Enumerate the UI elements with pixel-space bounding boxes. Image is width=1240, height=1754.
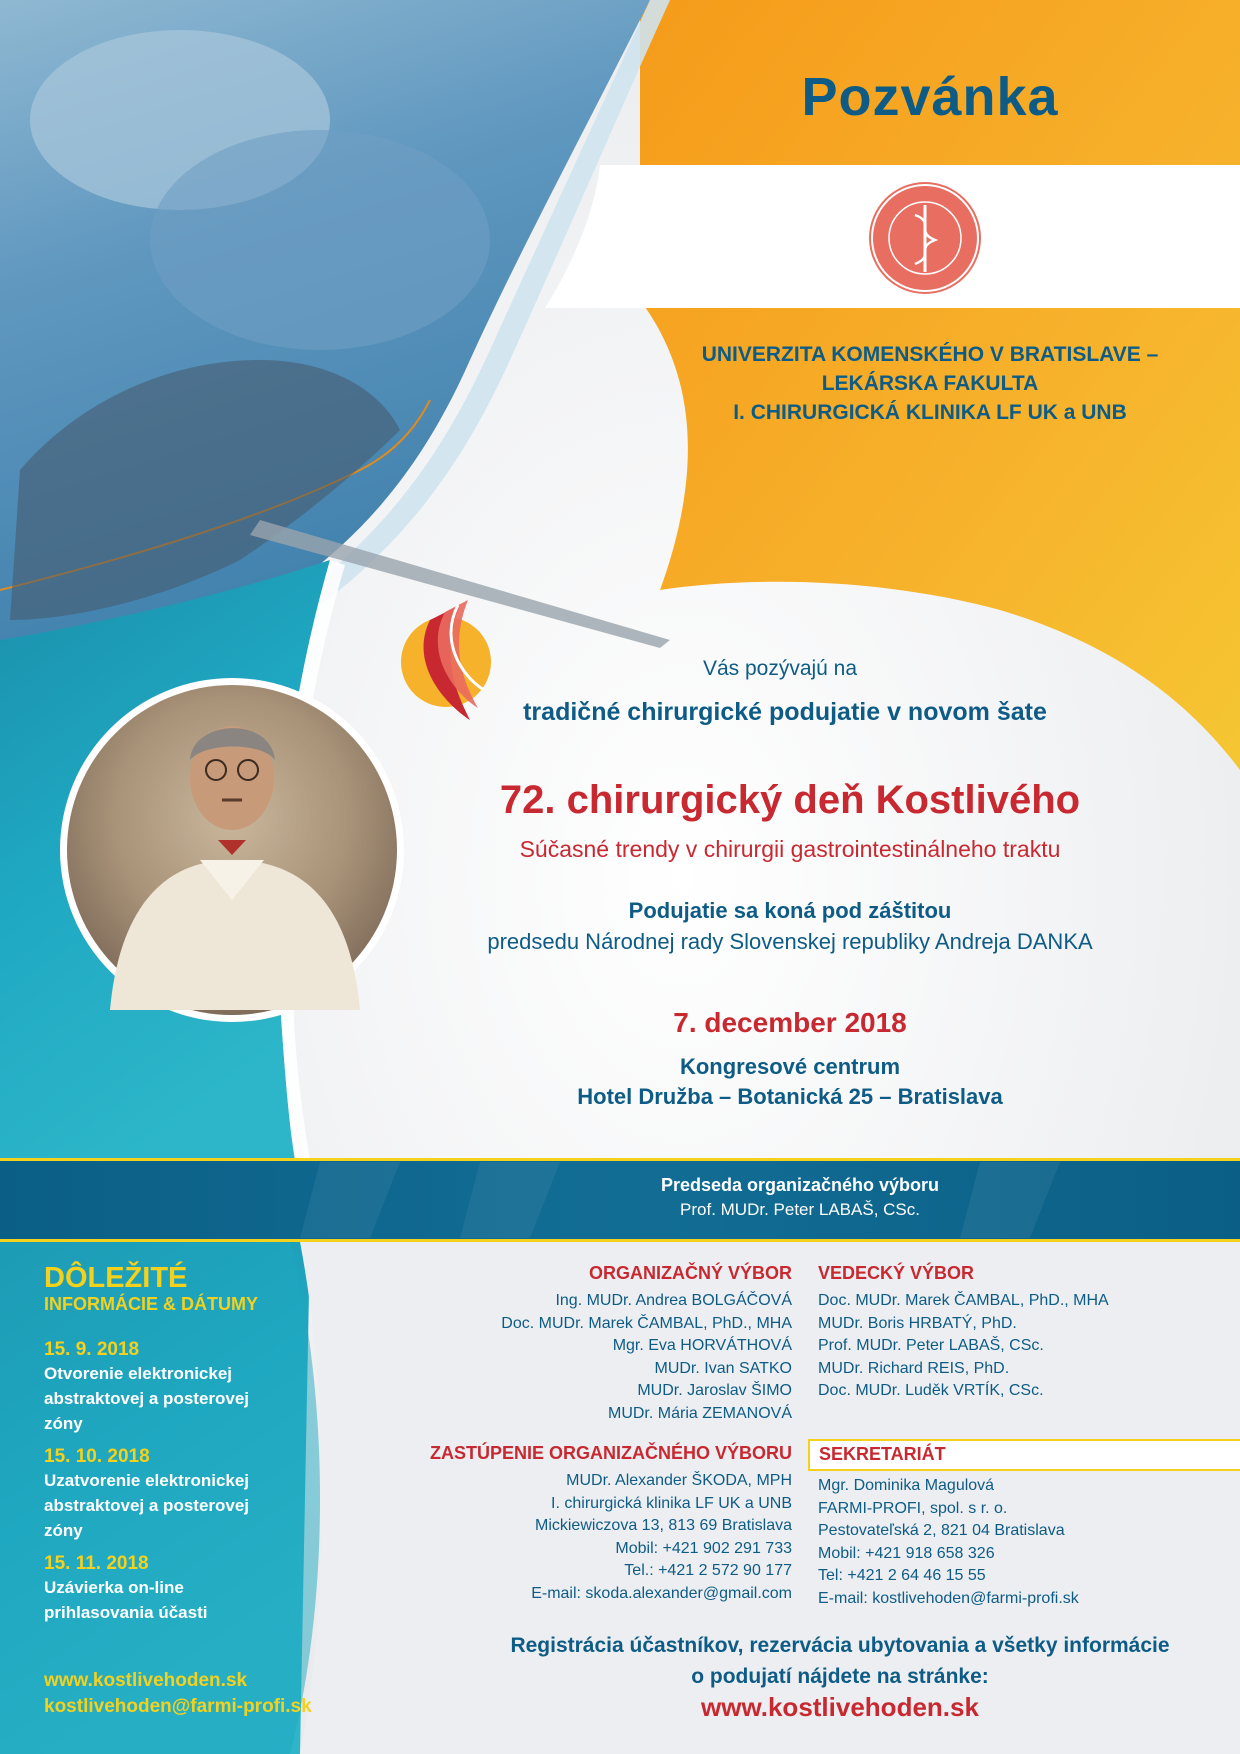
university-line-3: I. CHIRURGICKÁ KLINIKA LF UK a UNB xyxy=(733,401,1127,424)
deadline-date: 15. 9. 2018 xyxy=(44,1339,140,1360)
scientific-heading: VEDECKÝ VÝBOR xyxy=(818,1263,975,1283)
committee-chair xyxy=(580,1175,1020,1220)
member-name: MUDr. Boris HRBATÝ, PhD. xyxy=(818,1314,1017,1332)
venue-line-2: Hotel Družba – Botanická 25 – Bratislava xyxy=(577,1084,1003,1109)
contact-line: Mobil: +421 902 291 733 xyxy=(615,1539,792,1557)
member-name: MUDr. Mária ZEMANOVÁ xyxy=(607,1404,792,1422)
venue-line-1: Kongresové centrum xyxy=(679,1054,901,1079)
organizing-representation xyxy=(272,1443,792,1605)
university-line-1: UNIVERZITA KOMENSKÉHO V BRATISLAVE – xyxy=(701,343,1159,366)
registration-line-2: o podujatí nájdete na stránke: xyxy=(691,1665,989,1688)
deadline-desc-line: Otvorenie elektronickej xyxy=(44,1364,233,1383)
patronage-name: predsedu Národnej rady Slovenskej republiky Andreja DANKA xyxy=(487,929,1093,954)
contact-line: Mgr. Dominika Magulová xyxy=(818,1477,995,1494)
contact-line: Tel: +421 2 64 46 15 55 xyxy=(818,1567,986,1584)
organizing-committee xyxy=(272,1263,792,1425)
page-title: Pozvánka xyxy=(801,67,1059,127)
member-name: MUDr. Jaroslav ŠIMO xyxy=(637,1382,792,1399)
deadline-desc-line: zóny xyxy=(44,1414,83,1433)
contact-line: Mobil: +421 918 658 326 xyxy=(818,1544,995,1562)
invitation-line-1: Vás pozývajú na xyxy=(702,657,858,680)
contact-line: Tel.: +421 2 572 90 177 xyxy=(624,1562,792,1579)
member-name: Ing. MUDr. Andrea BOLGÁČOVÁ xyxy=(555,1292,792,1309)
chair-label: Predseda organizačného výboru xyxy=(660,1175,940,1195)
contact-email[interactable]: E-mail: kostlivehoden@farmi-profi.sk xyxy=(818,1589,1079,1607)
contact-line: MUDr. Alexander ŠKODA, MPH xyxy=(566,1472,792,1489)
important-heading: DÔLEŽITÉ xyxy=(44,1262,188,1294)
member-name: MUDr. Richard REIS, PhD. xyxy=(818,1359,1010,1377)
chair-name: Prof. MUDr. Peter LABAŠ, CSc. xyxy=(680,1200,920,1219)
contact-line: I. chirurgická klinika LF UK a UNB xyxy=(551,1494,792,1512)
registration-info xyxy=(470,1630,1210,1692)
contact-email[interactable]: E-mail: skoda.alexander@gmail.com xyxy=(531,1584,792,1602)
event-subtitle: Súčasné trendy v chirurgii gastrointestinálneho traktu xyxy=(519,836,1061,862)
university-header xyxy=(610,340,1240,427)
secretariat xyxy=(818,1475,1238,1610)
contact-line: FARMI-PROFI, spol. s r. o. xyxy=(818,1499,1008,1517)
member-name: Doc. MUDr. Marek ČAMBAL, PhD., MHA xyxy=(818,1292,1109,1309)
representation-heading: ZASTÚPENIE ORGANIZAČNÉHO VÝBORU xyxy=(429,1443,792,1463)
deadline-desc-line: zóny xyxy=(44,1521,83,1540)
secretariat-heading: SEKRETARIÁT xyxy=(819,1444,946,1464)
member-name: MUDr. Ivan SATKO xyxy=(654,1359,792,1377)
email-link[interactable]: kostlivehoden@farmi-profi.sk xyxy=(44,1696,312,1717)
registration-url[interactable]: www.kostlivehoden.sk xyxy=(701,1692,979,1722)
invitation-line-2: tradičné chirurgické podujatie v novom šate xyxy=(523,698,1047,726)
organizing-heading: ORGANIZAČNÝ VÝBOR xyxy=(588,1263,792,1283)
contact-line: Mickiewiczova 13, 813 69 Bratislava xyxy=(534,1517,792,1534)
university-line-2: LEKÁRSKA FAKULTA xyxy=(821,372,1039,395)
deadline-desc-line: Uzávierka on-line xyxy=(44,1578,184,1597)
deadline-desc-line: Uzatvorenie elektronickej xyxy=(44,1471,250,1490)
member-name: Prof. MUDr. Peter LABAŠ, CSc. xyxy=(818,1337,1044,1354)
important-subheading: INFORMÁCIE & DÁTUMY xyxy=(44,1294,258,1314)
deadline-date: 15. 10. 2018 xyxy=(44,1446,150,1467)
contact-links xyxy=(44,1668,312,1720)
deadline-date: 15. 11. 2018 xyxy=(44,1553,149,1574)
secretariat-heading-box xyxy=(808,1439,1240,1471)
member-name: Mgr. Eva HORVÁTHOVÁ xyxy=(612,1337,792,1354)
patronage-label: Podujatie sa koná pod záštitou xyxy=(628,898,952,923)
event-date: 7. december 2018 xyxy=(673,1007,907,1038)
deadline-desc-line: abstraktovej a posterovej xyxy=(44,1389,250,1408)
scientific-committee xyxy=(818,1263,1238,1403)
event-venue xyxy=(420,1052,1160,1112)
member-name: Doc. MUDr. Luděk VRTÍK, CSc. xyxy=(818,1382,1044,1399)
website-link[interactable]: www.kostlivehoden.sk xyxy=(44,1670,248,1691)
event-title: 72. chirurgický deň Kostlivého xyxy=(499,778,1081,822)
member-name: Doc. MUDr. Marek ČAMBAL, PhD., MHA xyxy=(501,1314,792,1332)
faculty-seal xyxy=(869,182,981,294)
deadline-desc-line: prihlasovania účasti xyxy=(44,1603,208,1622)
deadline-desc-line: abstraktovej a posterovej xyxy=(44,1496,250,1515)
registration-line-1: Registrácia účastníkov, rezervácia ubytovania a všetky informácie xyxy=(510,1634,1170,1657)
contact-line: Pestovateľská 2, 821 04 Bratislava xyxy=(818,1522,1065,1539)
